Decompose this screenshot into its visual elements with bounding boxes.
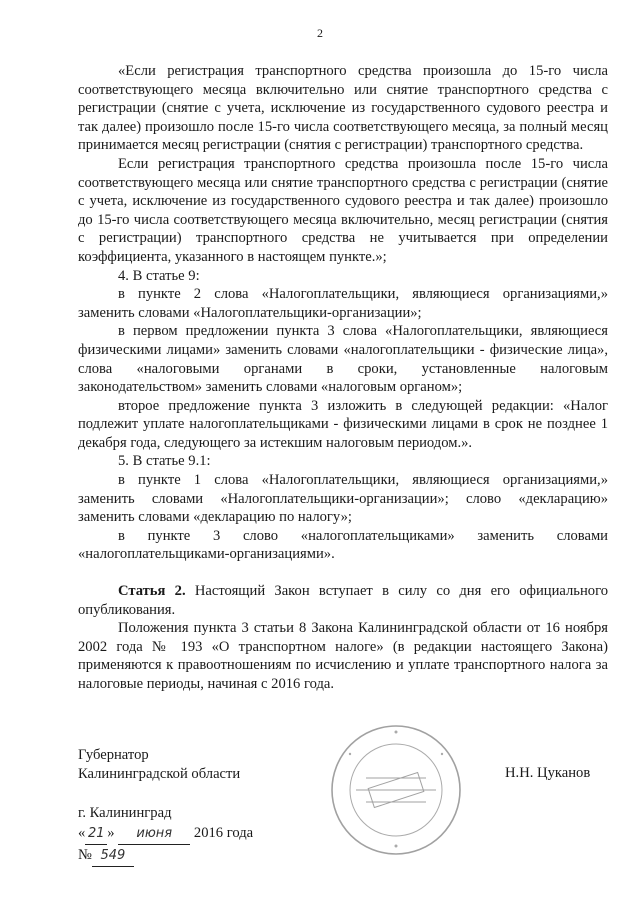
signatory-name: Н.Н. Цуканов: [505, 765, 591, 781]
article-2-text: Настоящий Закон вступает в силу со дня его официального опубликования.: [78, 583, 608, 618]
paragraph-article-9-point-2: в пункте 2 слова «Налогоплательщики, являющиеся организациями,» заменить словами «Налогоплательщики-организации»;: [78, 286, 608, 321]
paragraph-article-9-heading: 4. В статье 9:: [118, 267, 200, 284]
paragraph-article-9-1-point-1: в пункте 1 слова «Налогоплательщики, являющиеся организациями,» заменить словами «Налогоплательщики-организации»; слово «декларацию» заменить словами «декларацию по налогу»;: [78, 472, 608, 526]
number-line: [78, 845, 253, 867]
date-quote-close: »: [107, 825, 115, 841]
city: г. Калининград: [78, 805, 172, 821]
number-prefix: №: [78, 847, 92, 863]
law-text: [78, 62, 608, 694]
date-month: июня: [118, 824, 190, 845]
paragraph-article-9-1-point-3: в пункте 3 слово «налогоплательщиками» заменить словами «налогоплательщиками-организациями».: [78, 527, 608, 563]
date-day: 21: [85, 824, 107, 845]
paragraph-application-provisions: Положения пункта 3 статьи 8 Закона Калининградской области от 16 ноября 2002 года № 193 «О транспортном налоге» (в редакции настоящего Закона) применяются к правоотношениям по исчислению и уплате транспортного налога за налоговые периоды, начиная с 2016 года.: [78, 620, 608, 692]
paragraph-article-9-1-heading: 5. В статье 9.1:: [118, 453, 211, 470]
paragraph-registration-after-15: Если регистрация транспортного средства произошла после 15-го числа соответствующего месяца или снятие транспортного средства с регистрации (снятие с учета, исключение из государственного судового реестра и так далее) произошло до 15-го числа соответствующего месяца включительно, месяц регистрации (снятия с регистрации) транспортного средства не учитывается при определении коэффициента, указанного в настоящем пункте.»;: [78, 155, 608, 265]
document-number: 549: [92, 846, 134, 867]
paragraph-article-9-point-3: в первом предложении пункта 3 слова «Налогоплательщики, являющиеся физическими лицами» заменить словами «налогоплательщики - физические лица», слова «налоговыми органами в сроки, установленные налоговым законодательством» заменить словами «налоговым органом»;: [78, 323, 608, 396]
official-seal: [326, 720, 466, 860]
paragraph-article-9-point-3-sentence: второе предложение пункта 3 изложить в следующей редакции: «Налог подлежит уплате налогоплательщиками - физическими лицами в срок не позднее 1 декабря года, следующего за истекшим налоговым периодом.».: [78, 397, 608, 451]
page-number: 2: [317, 26, 323, 40]
place-date-block: [78, 803, 253, 867]
article-2-heading: Статья 2.: [118, 583, 186, 600]
signatory-title-line-2: Калининградской области: [78, 766, 241, 782]
signatory-title: [78, 746, 240, 784]
signatory-title-line-1: Губернатор: [78, 747, 149, 763]
date-year: 2016 года: [193, 825, 254, 841]
date-line: [78, 823, 253, 845]
paragraph-registration-before-15: «Если регистрация транспортного средства произошла до 15-го числа соответствующего месяца включительно или снятие транспортного средства с регистрации (снятие с учета, исключение из государственного судового реестра и так далее) произошло после 15-го числа соответствующего месяца, за полный месяц принимается месяц регистрации (снятия с регистрации) транспортного средства.: [78, 63, 608, 154]
article-2: [78, 582, 608, 619]
date-quote-open: «: [78, 825, 86, 841]
